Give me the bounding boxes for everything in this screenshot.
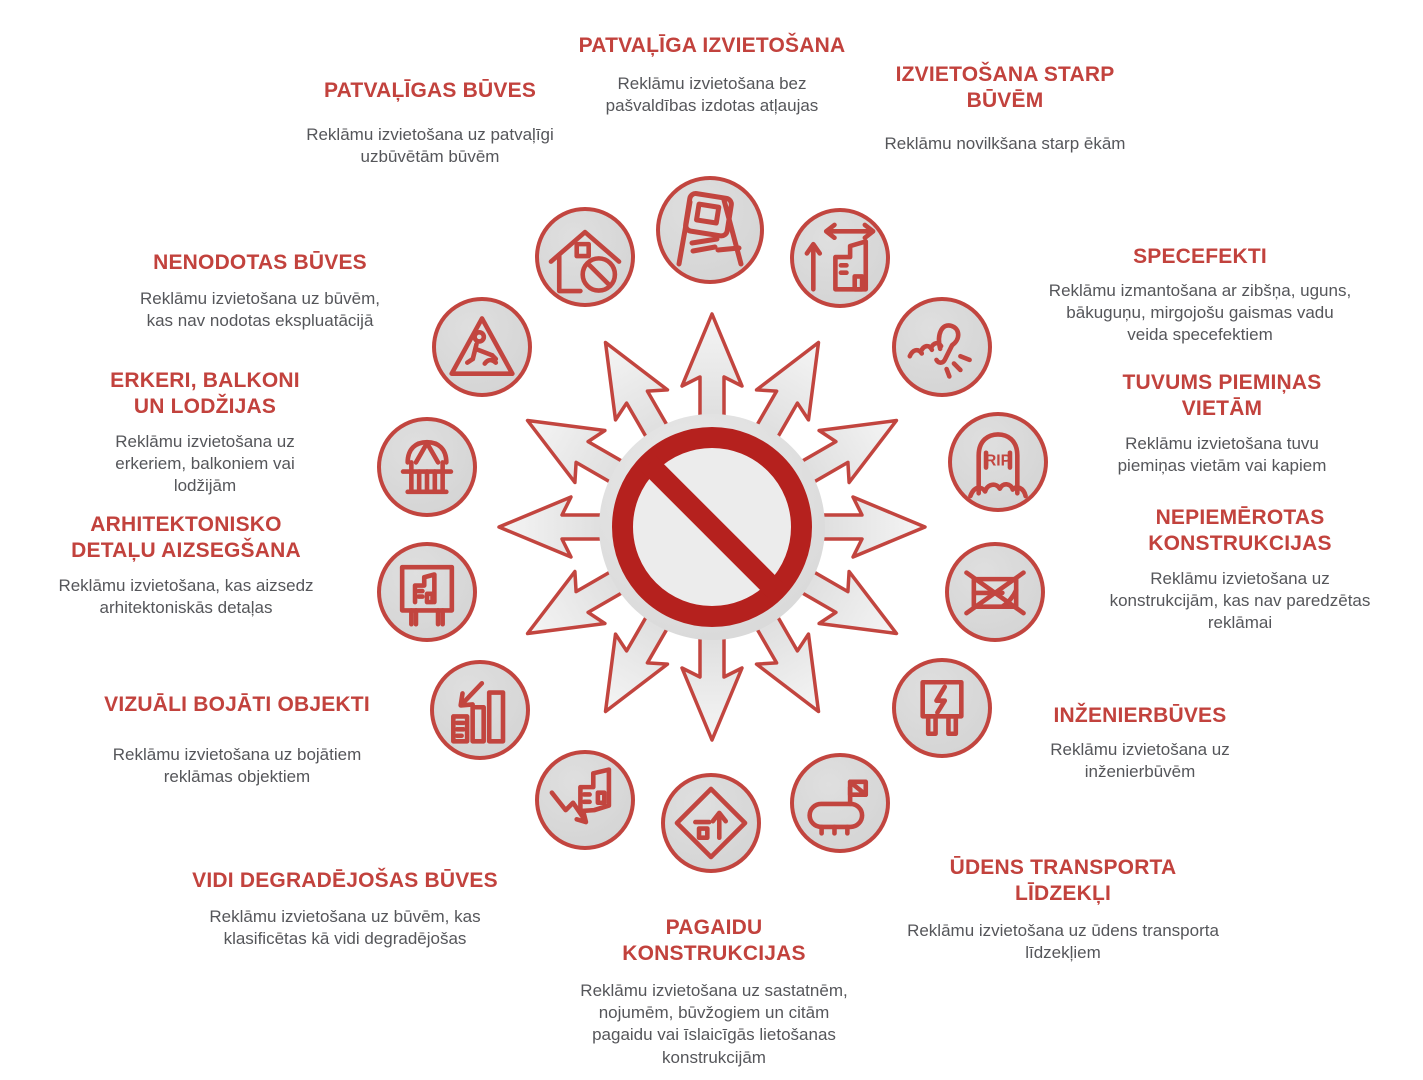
category-description: Reklāmu izvietošana uz būvēm, kas klasificētas kā vidi degradējošas bbox=[209, 906, 481, 948]
category-title: NEPIEMĒROTAS KONSTRUKCIJAS bbox=[1148, 506, 1332, 555]
category-patvaliga-izvietosana bbox=[527, 33, 897, 117]
declining-bars-icon bbox=[430, 660, 530, 760]
category-izvietosana-starp-buvem bbox=[845, 62, 1165, 155]
category-inzenierbuves bbox=[1020, 703, 1260, 783]
category-title: SPECEFEKTI bbox=[1133, 245, 1267, 268]
category-udens-transporta-lidzekli bbox=[893, 855, 1233, 964]
category-pagaidu-konstrukcijas bbox=[564, 915, 864, 1069]
category-description: Reklāmu izvietošana uz konstrukcijām, kas nav paredzētas reklāmai bbox=[1109, 569, 1371, 633]
category-description: Reklāmu izvietošana uz inženierbūvēm bbox=[1050, 739, 1230, 781]
category-tuvums-pieminas-vietam bbox=[1092, 370, 1352, 477]
category-nenodotas-buves bbox=[120, 250, 400, 332]
category-title: NENODOTAS BŪVES bbox=[153, 251, 367, 274]
category-description: Reklāmu izvietošana uz erkeriem, balkoniem vai lodžijām bbox=[115, 432, 295, 496]
category-description: Reklāmu izvietošana uz ūdens transporta līdzekļiem bbox=[907, 921, 1219, 963]
category-title: PATVAĻĪGAS BŪVES bbox=[323, 79, 537, 102]
prohibition-hub bbox=[477, 292, 947, 762]
category-description: Reklāmu izvietošana bez pašvaldības izdotas atļaujas bbox=[605, 73, 819, 115]
category-vizuali-bojati-objekti bbox=[77, 692, 397, 788]
hand-sparks-icon bbox=[892, 297, 992, 397]
roadworks-triangle-icon bbox=[432, 297, 532, 397]
category-title: TUVUMS PIEMIŅAS VIETĀM bbox=[1122, 371, 1322, 420]
category-description: Reklāmu izvietošana uz patvaļīgi uzbūvētām būvēm bbox=[306, 124, 554, 166]
a-frame-sign-icon bbox=[656, 176, 764, 284]
category-description: Reklāmu izvietošana uz būvēm, kas nav nodotas ekspluatācijā bbox=[139, 288, 380, 330]
building-width-arrows-icon bbox=[790, 208, 890, 308]
category-description: Reklāmu izvietošana uz sastatnēm, nojumēm, būvžogiem un citām pagaidu vai īslaicīgās lietošanas konstrukcijām bbox=[580, 981, 848, 1067]
category-title: PATVAĻĪGA IZVIETOŠANA bbox=[578, 34, 846, 57]
category-title: ARHITEKTONISKO DETAĻU AIZSEGŠANA bbox=[71, 513, 301, 562]
collapsing-building-icon bbox=[535, 750, 635, 850]
category-description: Reklāmu izvietošana, kas aizsedz arhitektoniskās detaļas bbox=[58, 576, 314, 618]
electric-sign-icon bbox=[892, 658, 992, 758]
category-description: Reklāmu izmantošana ar zibšņa, uguns, bākuguņu, mirgojošu gaismas vadu veida specefektiem bbox=[1048, 280, 1352, 344]
category-title: VIZUĀLI BOJĀTI OBJEKTI bbox=[104, 693, 370, 716]
category-nepiemerotas-konstrukcijas bbox=[1090, 505, 1390, 635]
roadworks-diamond-sign-icon bbox=[661, 773, 761, 873]
category-description: Reklāmu izvietošana uz bojātiem reklāmas objektiem bbox=[112, 744, 362, 786]
house-prohibited-icon bbox=[535, 207, 635, 307]
category-title: PAGAIDU KONSTRUKCIJAS bbox=[622, 916, 806, 965]
category-title: ERKERI, BALKONI UN LODŽIJAS bbox=[110, 369, 300, 418]
category-title: ŪDENS TRANSPORTA LĪDZEKĻI bbox=[949, 856, 1177, 905]
category-patvaligas-buves bbox=[280, 78, 580, 168]
category-title: INŽENIERBŪVES bbox=[1053, 704, 1227, 727]
billboard-covering-facade-icon bbox=[377, 542, 477, 642]
crossed-structure-icon bbox=[945, 542, 1045, 642]
category-arhitektonisko-detalu-aizsegsana bbox=[36, 512, 336, 619]
category-title: VIDI DEGRADĒJOŠAS BŪVES bbox=[192, 869, 498, 892]
balcony-awning-icon bbox=[377, 417, 477, 517]
rip-label: RIP bbox=[984, 452, 1012, 470]
gravestone-rip-icon bbox=[948, 412, 1048, 512]
boat-flag-icon bbox=[790, 753, 890, 853]
category-specefekti bbox=[1035, 244, 1365, 346]
category-description: Reklāmu izvietošana tuvu piemiņas vietām vai kapiem bbox=[1117, 434, 1327, 476]
category-title: IZVIETOŠANA STARP BŪVĒM bbox=[895, 63, 1115, 112]
category-description: Reklāmu novilkšana starp ēkām bbox=[884, 134, 1126, 154]
category-erkeri-balkoni-lodzijas bbox=[95, 368, 315, 498]
category-vidi-degradejosas-buves bbox=[165, 868, 525, 950]
